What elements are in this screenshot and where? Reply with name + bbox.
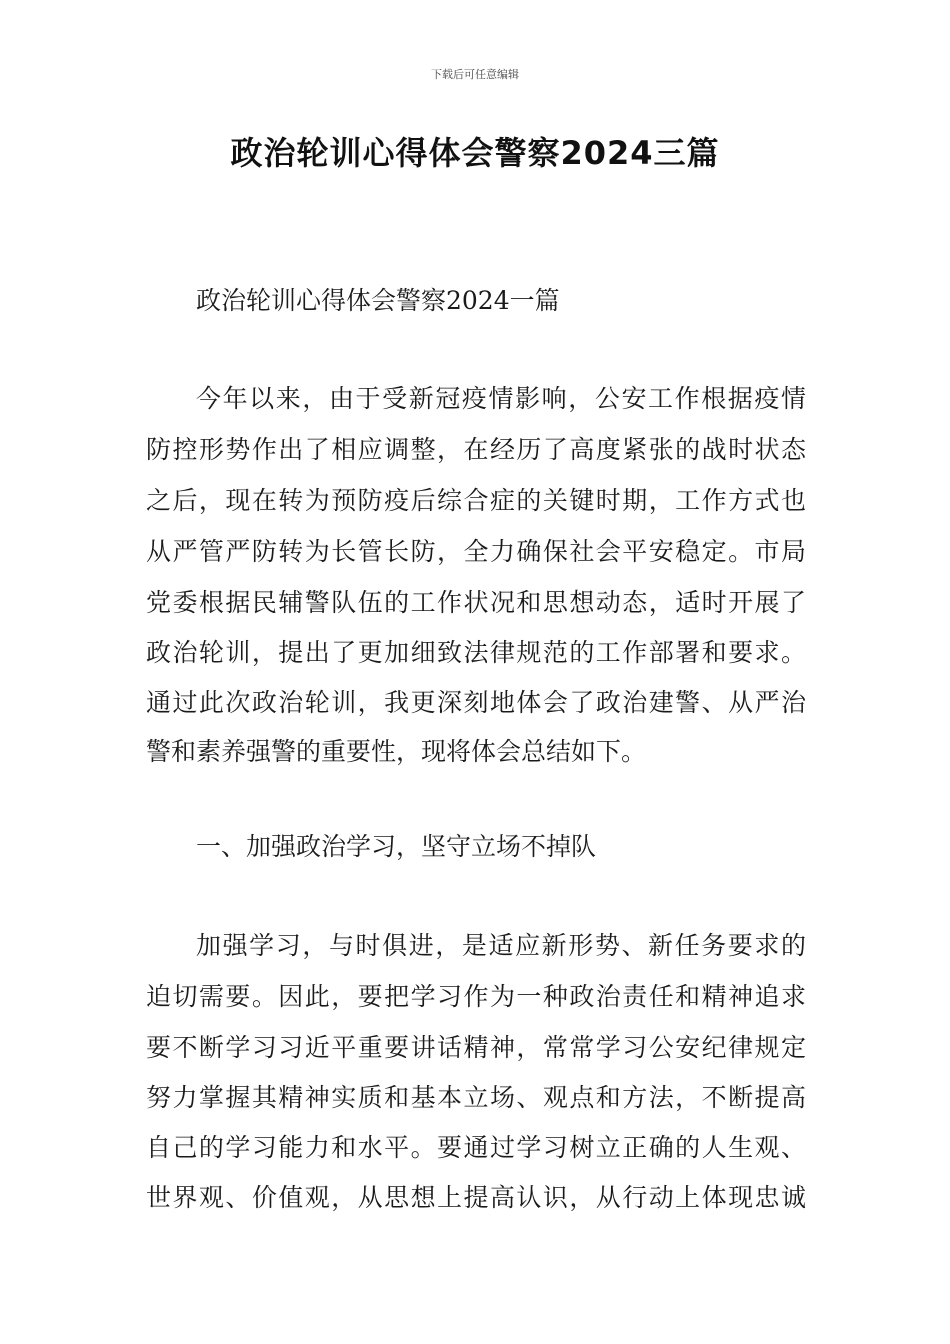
paragraph-line: 之后，现在转为预防疫后综合症的关键时期，工作方式也 [146,486,806,515]
paragraph-line: 自己的学习能力和水平。要通过学习树立正确的人生观、 [146,1133,806,1162]
paragraph-line: 从严管严防转为长管长防，全力确保社会平安稳定。市局 [146,537,806,566]
document-title: 政治轮训心得体会警察2024三篇 [230,134,720,172]
paragraph-line: 通过此次政治轮训，我更深刻地体会了政治建警、从严治 [146,688,806,717]
paragraph-line: 迫切需要。因此，要把学习作为一种政治责任和精神追求 [146,982,806,1011]
paragraph-line: 要不断学习习近平重要讲话精神，常常学习公安纪律规定 [146,1033,806,1062]
paragraph-line: 世界观、价值观，从思想上提高认识，从行动上体现忠诚 [146,1183,806,1212]
section-subtitle: 政治轮训心得体会警察2024一篇 [196,286,560,315]
paragraph-line: 党委根据民辅警队伍的工作状况和思想动态，适时开展了 [146,588,806,617]
section-heading: 一、加强政治学习，坚守立场不掉队 [196,832,597,861]
paragraph-line: 努力掌握其精神实质和基本立场、观点和方法，不断提高 [146,1083,806,1112]
paragraph-line: 防控形势作出了相应调整，在经历了高度紧张的战时状态 [146,435,806,464]
paragraph-line: 警和素养强警的重要性，现将体会总结如下。 [146,737,647,766]
paragraph-line: 今年以来，由于受新冠疫情影响，公安工作根据疫情 [196,384,806,413]
header-note: 下载后可任意编辑 [431,68,519,81]
paragraph-line: 加强学习，与时俱进，是适应新形势、新任务要求的 [196,931,806,960]
paragraph-line: 政治轮训，提出了更加细致法律规范的工作部署和要求。 [146,638,806,667]
